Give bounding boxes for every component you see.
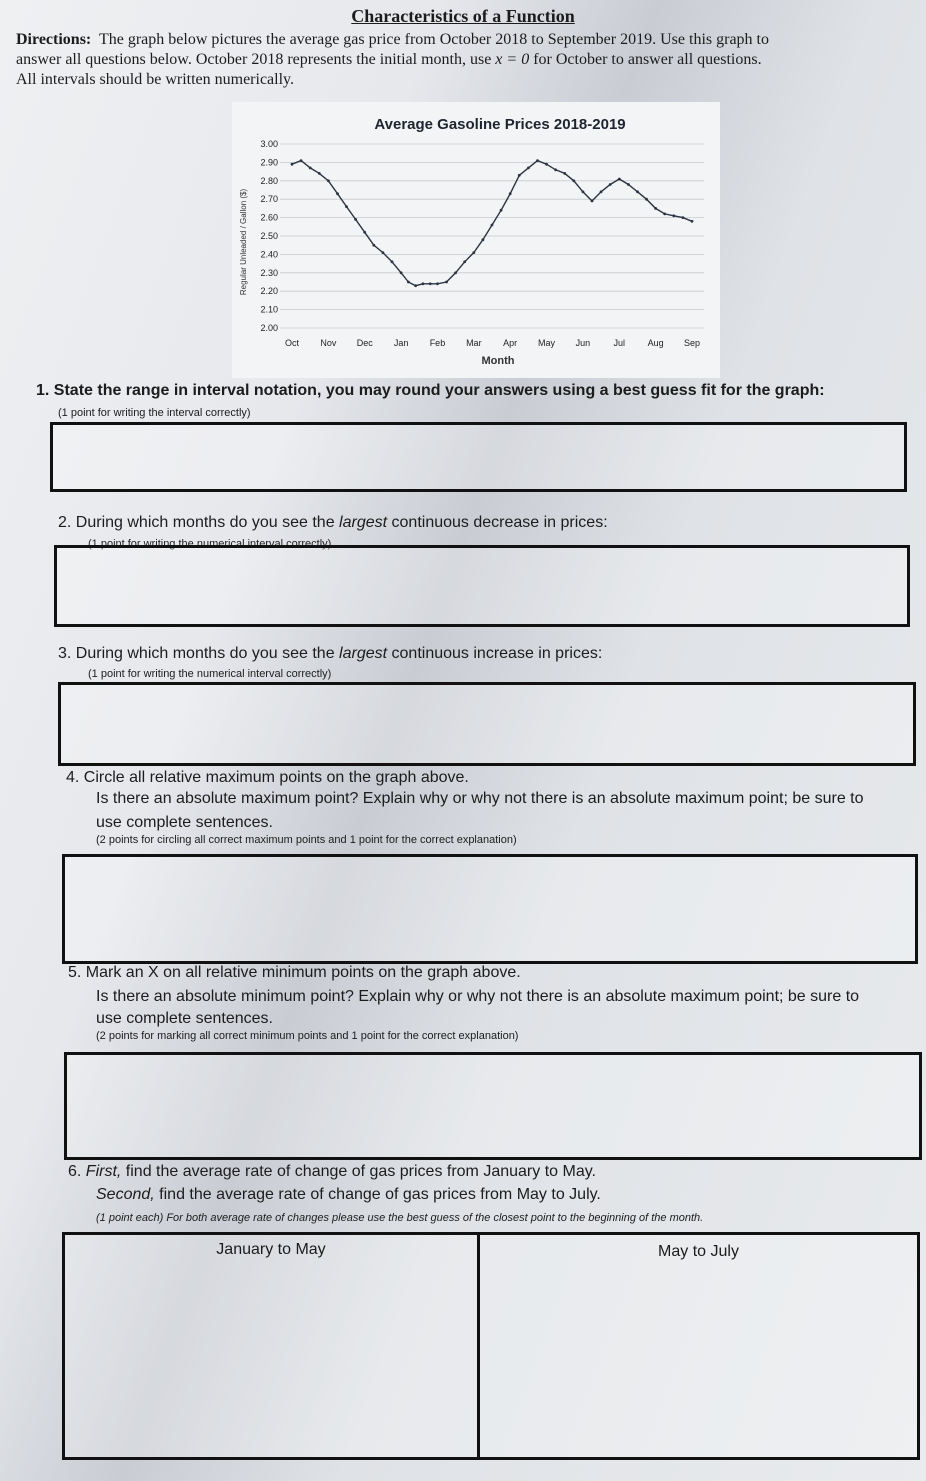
question-1-note: (1 point for writing the interval correctly) (58, 407, 251, 419)
y-tick-label: 2.70 (260, 194, 278, 205)
data-point (429, 282, 432, 285)
data-point (618, 178, 621, 181)
data-point (672, 214, 675, 217)
directions (16, 30, 916, 90)
data-point (309, 167, 312, 170)
data-point (645, 198, 648, 201)
column-january-to-may: January to May (216, 1241, 326, 1258)
chart-gridlines (280, 144, 704, 328)
data-point (663, 213, 666, 216)
x-tick-label: Jul (613, 338, 626, 348)
question-4-note: (2 points for circling all correct maximum points and 1 point for the correct explanation) (96, 834, 517, 846)
y-tick-label: 2.30 (260, 267, 278, 278)
x-tick-label: Apr (503, 338, 518, 348)
data-point (400, 271, 403, 274)
data-point (436, 282, 439, 285)
question-4-line-3: use complete sentences. (96, 814, 273, 831)
question-6-line-1 (68, 1163, 596, 1181)
data-point (563, 172, 566, 175)
question-4-line-1: 4. Circle all relative maximum points on the graph above. (66, 769, 469, 786)
data-point (682, 216, 685, 219)
directions-line-2a: answer all questions below. October 2018 represents the initial month, use (16, 51, 492, 68)
data-point (382, 251, 385, 254)
y-tick-label: 2.50 (260, 231, 278, 241)
data-point (654, 207, 657, 210)
data-point (336, 192, 339, 195)
x-tick-label: Aug (647, 338, 664, 348)
data-point (318, 172, 321, 175)
chart-svg (232, 102, 720, 378)
data-point (407, 281, 410, 284)
question-1: 1. State the range in interval notation, you may round your answers using a best guess fit for the graph: (36, 382, 825, 399)
data-point (591, 200, 594, 203)
question-6-line-1-rest: find the average rate of change of gas prices from January to May. (121, 1163, 596, 1180)
x-tick-labels (285, 338, 700, 348)
data-point (445, 281, 448, 284)
x-tick-label: Feb (429, 338, 446, 348)
question-3-b: continuous increase in prices: (387, 645, 603, 662)
question-2 (58, 514, 608, 532)
y-tick-label: 2.00 (260, 323, 278, 333)
data-point (291, 163, 294, 166)
data-point (627, 183, 630, 186)
y-tick-label: 2.20 (260, 286, 278, 297)
data-point (454, 271, 457, 274)
data-point (545, 163, 548, 166)
data-point (472, 251, 475, 254)
data-point (518, 174, 521, 177)
question-5-line-1: 5. Mark an X on all relative minimum points on the graph above. (68, 964, 521, 981)
x-tick-label: Sep (683, 338, 701, 348)
data-point (345, 205, 348, 208)
data-point (363, 231, 366, 234)
data-point (463, 260, 466, 263)
data-point (422, 282, 425, 285)
data-point (554, 168, 557, 171)
answer-table-6 (62, 1232, 920, 1460)
y-tick-labels (260, 139, 278, 333)
chart-x-axis-label: Month (481, 355, 515, 367)
price-series (291, 159, 694, 287)
data-point (372, 244, 375, 247)
y-tick-label: 2.80 (260, 175, 278, 186)
directions-line-2b: for October to answer all questions. (533, 51, 762, 68)
question-6-line-2 (96, 1186, 601, 1204)
answer-box-2[interactable] (54, 545, 910, 627)
data-point (572, 179, 575, 182)
chart-y-axis-label: Regular Unleaded / Gallon ($) (239, 188, 248, 296)
directions-math: x = 0 (495, 51, 530, 68)
answer-box-5[interactable] (64, 1052, 922, 1160)
question-2-b: continuous decrease in prices: (387, 514, 608, 531)
question-3-note: (1 point for writing the numerical interval correctly) (88, 668, 332, 680)
data-point (636, 190, 639, 193)
question-6-note: (1 point each) For both average rate of changes please use the best guess of the closest point to the beginning of the month. (96, 1212, 704, 1224)
x-tick-label: Oct (284, 338, 300, 348)
table-divider (477, 1235, 480, 1457)
y-tick-label: 2.90 (260, 157, 278, 168)
question-5-line-3: use complete sentences. (96, 1010, 273, 1027)
data-point (300, 159, 303, 162)
data-point (527, 167, 530, 170)
question-3-a: 3. During which months do you see the (58, 645, 340, 662)
question-4-line-2: Is there an absolute maximum point? Explain why or why not there is an absolute maximum point; be sure to (96, 790, 864, 807)
directions-label: Directions: (16, 31, 92, 48)
data-point (354, 218, 357, 221)
data-point (327, 179, 330, 182)
x-tick-label: Mar (466, 338, 482, 348)
question-3 (58, 645, 602, 663)
directions-line-3: All intervals should be written numerically. (16, 71, 295, 88)
data-point (482, 238, 485, 241)
question-6-second: Second, (96, 1186, 155, 1203)
data-point (414, 284, 417, 287)
data-point (391, 260, 394, 263)
x-tick-label: Jun (575, 338, 591, 348)
question-2-em: largest (339, 514, 388, 531)
x-tick-label: Nov (320, 338, 337, 348)
question-5-line-2: Is there an absolute minimum point? Explain why or why not there is an absolute maximum point; be sure to (96, 988, 860, 1005)
chart-title: Average Gasoline Prices 2018-2019 (374, 116, 626, 133)
series-line (292, 161, 692, 286)
answer-box-3[interactable] (58, 682, 916, 766)
x-tick-label: May (538, 338, 556, 348)
question-2-note: (1 point for writing the numerical interval correctly) (88, 538, 332, 550)
question-3-em: largest (339, 645, 388, 662)
worksheet-title: Characteristics of a Function (351, 6, 575, 26)
question-6-num: 6. (68, 1163, 86, 1180)
data-point (536, 159, 539, 162)
question-6-line-2-rest: find the average rate of change of gas prices from May to July. (154, 1186, 601, 1203)
gas-price-chart (232, 102, 720, 378)
data-point (500, 209, 503, 212)
directions-line-1: The graph below pictures the average gas price from October 2018 to September 2019. Use this graph to (98, 31, 769, 48)
y-tick-label: 2.40 (260, 249, 278, 260)
data-point (691, 220, 694, 223)
question-5-note: (2 points for marking all correct minimum points and 1 point for the correct explanation) (96, 1030, 519, 1042)
answer-cell-may-to-july[interactable] (482, 1269, 914, 1455)
data-point (491, 224, 494, 227)
y-tick-label: 3.00 (260, 139, 278, 149)
data-point (509, 192, 512, 195)
data-point (609, 183, 612, 186)
data-point (600, 190, 603, 193)
y-tick-label: 2.60 (260, 212, 278, 223)
y-tick-label: 2.10 (260, 304, 278, 315)
data-point (582, 190, 585, 193)
answer-box-4[interactable] (62, 854, 918, 964)
question-6-first: First, (85, 1163, 122, 1180)
column-may-to-july: May to July (658, 1243, 739, 1260)
x-tick-label: Jan (393, 338, 409, 348)
answer-box-1[interactable] (50, 422, 907, 492)
answer-cell-january-to-may[interactable] (67, 1269, 475, 1455)
question-2-a: 2. During which months do you see the (58, 514, 340, 531)
x-tick-label: Dec (356, 338, 373, 348)
